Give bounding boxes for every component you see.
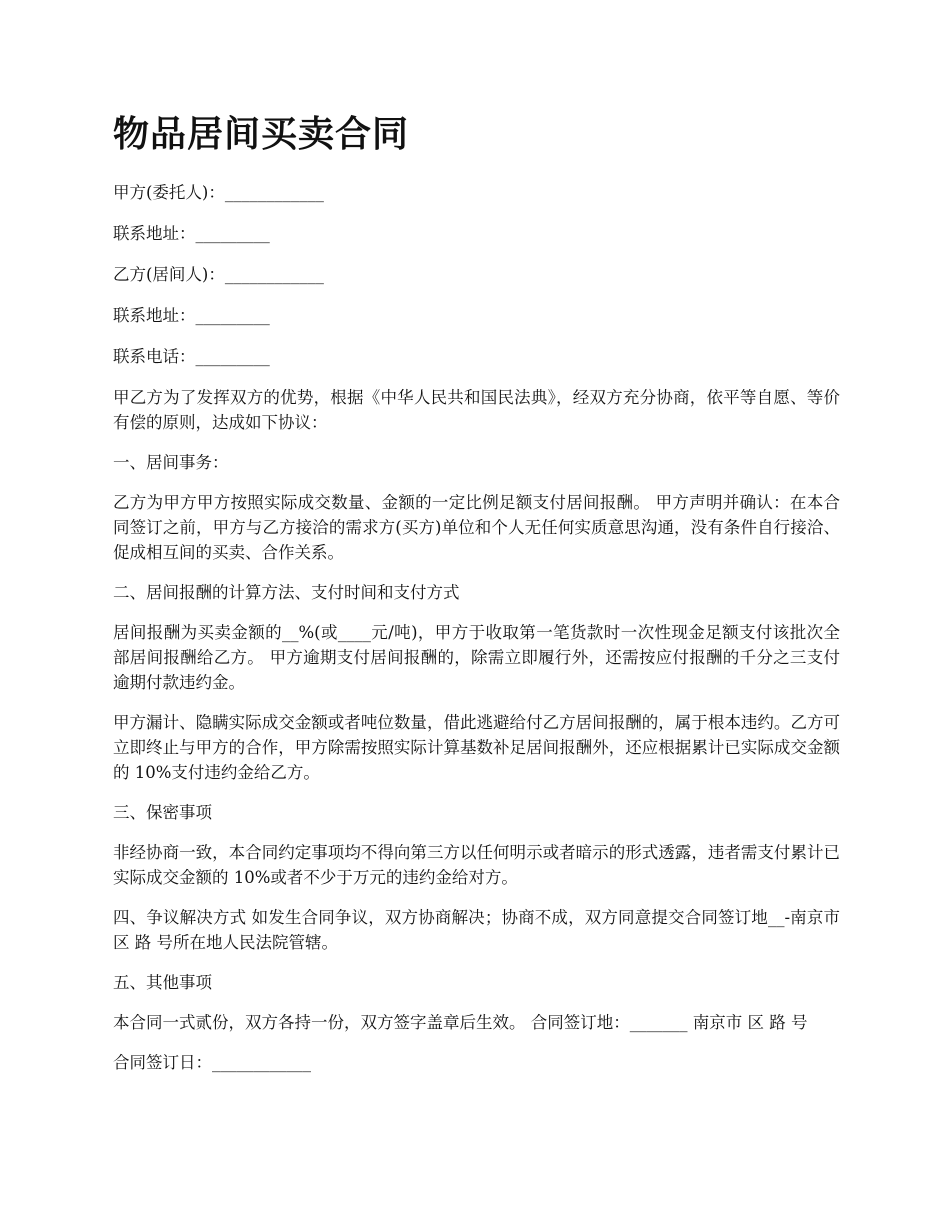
party-a-address-field: 联系地址：_________	[113, 224, 270, 243]
sign-date-field: 合同签订日：____________	[113, 1053, 311, 1072]
contract-page	[113, 112, 840, 1091]
section-body-3: 非经协商一致，本合同约定事项均不得向第三方以任何明示或者暗示的形式透露，违者需支付累计已实际成交金额的 10%或者不少于万元的违约金给对方。	[113, 843, 840, 887]
party-b-field: 乙方(居间人)：____________	[113, 265, 324, 284]
section-heading-3: 三、保密事项	[113, 803, 212, 822]
party-b-address-field: 联系地址：_________	[113, 306, 270, 325]
section-body-2a: 居间报酬为买卖金额的__%(或____元/吨)，甲方于收取第一笔货款时一次性现金足额支付该批次全部居间报酬给乙方。 甲方逾期支付居间报酬的，除需立即履行外，还需按应付报酬的千分之三支付逾期付款违约金。	[113, 623, 840, 692]
party-b-phone-field: 联系电话：_________	[113, 347, 270, 366]
section-body-5: 本合同一式贰份，双方各持一份，双方签字盖章后生效。 合同签订地：_______ 南京市 区 路 号	[113, 1013, 808, 1032]
preamble-paragraph: 甲乙方为了发挥双方的优势，根据《中华人民共和国民法典》，经双方充分协商，依平等自愿、等价有偿的原则，达成如下协议：	[113, 388, 840, 432]
section-heading-5: 五、其他事项	[113, 973, 212, 992]
section-heading-1: 一、居间事务：	[113, 453, 229, 472]
section-body-1: 乙方为甲方甲方按照实际成交数量、金额的一定比例足额支付居间报酬。 甲方声明并确认：在本合同签订之前，甲方与乙方接洽的需求方(买方)单位和个人无任何实质意思沟通，没有条件自行接洽、促成相互间的买卖、合作关系。	[113, 493, 840, 562]
section-heading-2: 二、居间报酬的计算方法、支付时间和支付方式	[113, 583, 460, 602]
document-title: 物品居间买卖合同	[113, 114, 410, 155]
section-4-paragraph: 四、争议解决方式 如发生合同争议，双方协商解决；协商不成，双方同意提交合同签订地__-南京市 区 路 号所在地人民法院管辖。	[113, 908, 840, 952]
party-a-field: 甲方(委托人)：____________	[113, 183, 324, 202]
section-body-2b: 甲方漏计、隐瞒实际成交金额或者吨位数量，借此逃避给付乙方居间报酬的，属于根本违约。乙方可立即终止与甲方的合作，甲方除需按照实际计算基数补足居间报酬外，还应根据累计已实际成交金额的 10%支付违约金给乙方。	[113, 713, 840, 782]
